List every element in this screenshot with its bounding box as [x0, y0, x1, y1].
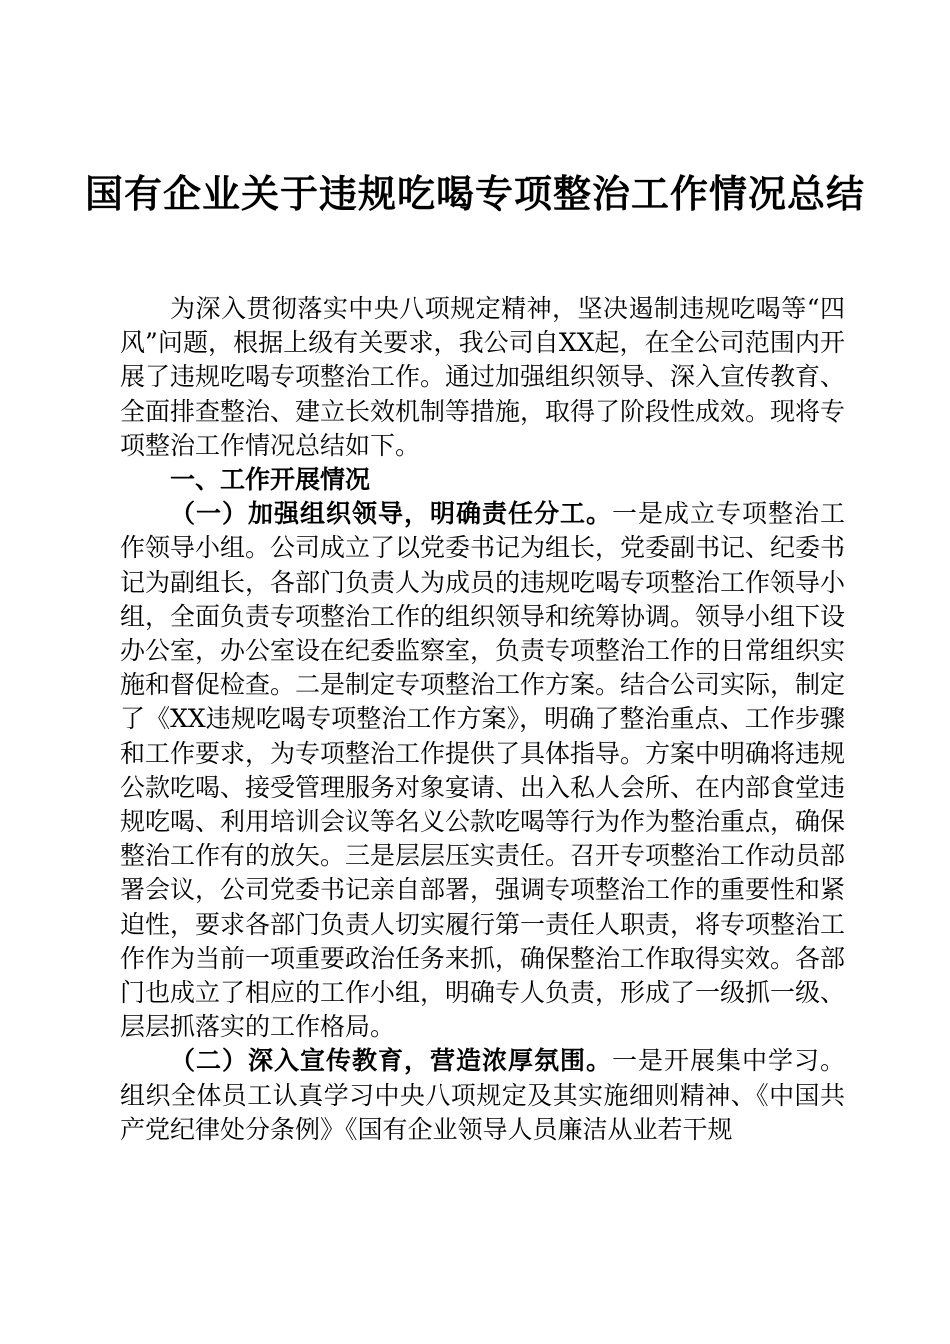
paragraph-text: 一是开展集中学习。组织全体员工认真学习中央八项规定及其实施细则精神、《中国共产党纪律处分条例》《国有企业领导人员廉洁从业若干规 [120, 1046, 845, 1144]
document-title: 国有企业关于违规吃喝专项整治工作情况总结 [84, 171, 865, 216]
section-paragraph-2 [120, 1044, 845, 1147]
intro-paragraph: 为深入贯彻落实中央八项规定精神，坚决遏制违规吃喝等“四风”问题，根据上级有关要求，我公司自XX起，在全公司范围内开展了违规吃喝专项整治工作。通过加强组织领导、深入宣传教育、全面排查整治、建立长效机制等措施，取得了阶段性成效。现将专项整治工作情况总结如下。 [120, 294, 846, 460]
paragraph-text: 一是成立专项整治工作领导小组。公司成立了以党委书记为组长，党委副书记、纪委书记为副组长，各部门负责人为成员的违规吃喝专项整治工作领导小组，全面负责专项整治工作的组织领导和统筹协调。领导小组下设办公室，办公室设在纪委监察室，负责专项整治工作的日常组织实施和督促检查。二是制定专项整治工作方案。结合公司实际，制定了《XX违规吃喝专项整治工作方案》，明确了整治重点、工作步骤和工作要求，为专项整治工作提供了具体指导。方案中明确将违规公款吃喝、接受管理服务对象宴请、出入私人会所、在内部食堂违规吃喝、利用培训会议等名义公款吃喝等行为作为整治重点，确保整治工作有的放矢。三是层层压实责任。召开专项整治工作动员部署会议，公司党委书记亲自部署，强调专项整治工作的重要性和紧迫性，要求各部门负责人切实履行第一责任人职责，将专项整治工作作为当前一项重要政治任务来抓，确保整治工作取得实效。各部门也成立了相应的工作小组，明确专人负责，形成了一级抓一级、层层抓落实的工作格局。 [120, 499, 846, 1042]
section-paragraph-1 [120, 497, 845, 1044]
section-heading: 一、工作开展情况 [170, 465, 371, 495]
document-body [120, 292, 845, 1147]
paragraph-lead: （二）深入宣传教育，营造浓厚氛围。 [170, 1046, 612, 1076]
paragraph-lead: （一）加强组织领导，明确责任分工。 [170, 499, 612, 529]
